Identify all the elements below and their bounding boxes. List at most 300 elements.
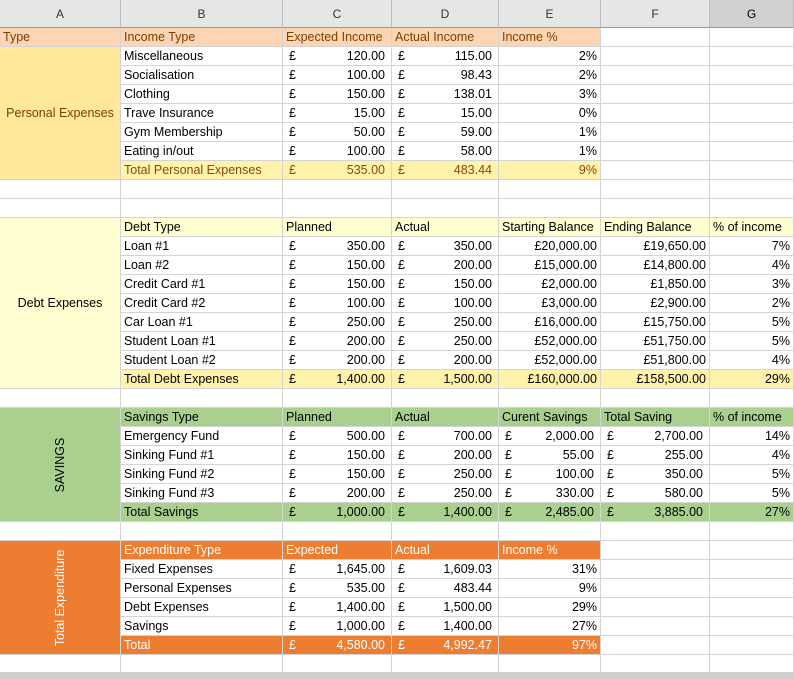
amount-value: 3,885.00	[654, 505, 703, 519]
cell-e9[interactable]	[499, 180, 601, 199]
cell-b23[interactable]: Sinking Fund #1	[121, 446, 283, 465]
amount-value: 2,485.00	[545, 505, 594, 519]
cell-f13[interactable]: £14,800.00	[601, 256, 710, 275]
currency-symbol: £	[607, 486, 614, 500]
cell-b21[interactable]: Savings Type	[121, 408, 283, 427]
cell-d21[interactable]: Actual	[392, 408, 499, 427]
cell-e16[interactable]: £16,000.00	[499, 313, 601, 332]
currency-symbol: £	[398, 49, 405, 63]
currency-symbol: £	[289, 467, 296, 481]
cell-d7[interactable]	[392, 142, 499, 161]
currency-symbol: £	[398, 277, 405, 291]
cell-f16[interactable]: £15,750.00	[601, 313, 710, 332]
cell-e24[interactable]	[499, 465, 601, 484]
cell-g23[interactable]: 4%	[710, 446, 794, 465]
cell-g12[interactable]: 7%	[710, 237, 794, 256]
cell-b25[interactable]: Sinking Fund #3	[121, 484, 283, 503]
cell-f26[interactable]	[601, 503, 710, 522]
amount-value: 4,992.47	[443, 638, 492, 652]
cell-b13[interactable]: Loan #2	[121, 256, 283, 275]
cell-b2[interactable]: Miscellaneous	[121, 47, 283, 66]
cell-e30[interactable]: 9%	[499, 579, 601, 598]
cell-d13[interactable]	[392, 256, 499, 275]
cell-d10[interactable]	[392, 199, 499, 218]
cell-g1[interactable]	[710, 28, 794, 47]
cell-e15[interactable]: £3,000.00	[499, 294, 601, 313]
cell-c1[interactable]: Expected Income	[283, 28, 392, 47]
cell-e5[interactable]: 0%	[499, 104, 601, 123]
cell-f3[interactable]	[601, 66, 710, 85]
cell-c2[interactable]	[283, 47, 392, 66]
cell-d26[interactable]	[392, 503, 499, 522]
currency-symbol: £	[398, 505, 405, 519]
currency-symbol: £	[398, 562, 405, 576]
cell-f6[interactable]	[601, 123, 710, 142]
cell-c29[interactable]	[283, 560, 392, 579]
cell-c18[interactable]	[283, 351, 392, 370]
cell-f11[interactable]: Ending Balance	[601, 218, 710, 237]
cell-e19[interactable]: £160,000.00	[499, 370, 601, 389]
cell-g20[interactable]	[710, 389, 794, 408]
amount-value: 1,000.00	[336, 619, 385, 633]
cell-d19[interactable]	[392, 370, 499, 389]
cell-g5[interactable]	[710, 104, 794, 123]
currency-symbol: £	[398, 106, 405, 120]
currency-symbol: £	[607, 467, 614, 481]
cell-d6[interactable]	[392, 123, 499, 142]
currency-symbol: £	[289, 619, 296, 633]
currency-symbol: £	[398, 239, 405, 253]
cell-b16[interactable]: Car Loan #1	[121, 313, 283, 332]
cell-d33[interactable]	[392, 636, 499, 655]
cell-d24[interactable]	[392, 465, 499, 484]
cell-e1[interactable]: Income %	[499, 28, 601, 47]
cell-f7[interactable]	[601, 142, 710, 161]
amount-value: 1,400.00	[336, 372, 385, 386]
cell-b22[interactable]: Emergency Fund	[121, 427, 283, 446]
cell-e25[interactable]	[499, 484, 601, 503]
cell-c23[interactable]	[283, 446, 392, 465]
cell-f33[interactable]	[601, 636, 710, 655]
cell-b4[interactable]: Clothing	[121, 85, 283, 104]
cell-e6[interactable]: 1%	[499, 123, 601, 142]
currency-symbol: £	[398, 258, 405, 272]
cell-f9[interactable]	[601, 180, 710, 199]
amount-value: 1,500.00	[443, 372, 492, 386]
cell-g18[interactable]: 4%	[710, 351, 794, 370]
cell-d1[interactable]: Actual Income	[392, 28, 499, 47]
cell-c14[interactable]	[283, 275, 392, 294]
currency-symbol: £	[398, 296, 405, 310]
cell-e17[interactable]: £52,000.00	[499, 332, 601, 351]
cell-f25[interactable]	[601, 484, 710, 503]
cell-e13[interactable]: £15,000.00	[499, 256, 601, 275]
currency-symbol: £	[289, 125, 296, 139]
cell-b11[interactable]: Debt Type	[121, 218, 283, 237]
cell-b8[interactable]: Total Personal Expenses	[121, 161, 283, 180]
cell-g33[interactable]	[710, 636, 794, 655]
cell-e12[interactable]: £20,000.00	[499, 237, 601, 256]
cell-f30[interactable]	[601, 579, 710, 598]
cell-b7[interactable]: Eating in/out	[121, 142, 283, 161]
currency-symbol: £	[398, 87, 405, 101]
currency-symbol: £	[398, 619, 405, 633]
currency-symbol: £	[289, 68, 296, 82]
cell-d2[interactable]	[392, 47, 499, 66]
cell-c17[interactable]	[283, 332, 392, 351]
amount-value: 250.00	[453, 334, 492, 348]
section-label-debt-expenses[interactable]	[0, 218, 121, 389]
amount-value: 1,400.00	[443, 505, 492, 519]
cell-c31[interactable]	[283, 598, 392, 617]
cell-d31[interactable]	[392, 598, 499, 617]
amount-value: 100.00	[555, 467, 594, 481]
cell-c20[interactable]	[283, 389, 392, 408]
cell-g13[interactable]: 4%	[710, 256, 794, 275]
cell-f8[interactable]	[601, 161, 710, 180]
cell-e14[interactable]: £2,000.00	[499, 275, 601, 294]
cell-g11[interactable]: % of income	[710, 218, 794, 237]
cell-d11[interactable]: Actual	[392, 218, 499, 237]
cell-e7[interactable]: 1%	[499, 142, 601, 161]
amount-value: 580.00	[664, 486, 703, 500]
cell-b19[interactable]: Total Debt Expenses	[121, 370, 283, 389]
cell-c12[interactable]	[283, 237, 392, 256]
cell-c25[interactable]	[283, 484, 392, 503]
cell-c8[interactable]	[283, 161, 392, 180]
cell-b33[interactable]: Total	[121, 636, 283, 655]
cell-g21[interactable]: % of income	[710, 408, 794, 427]
cell-f2[interactable]	[601, 47, 710, 66]
amount-value: 350.00	[664, 467, 703, 481]
cell-e22[interactable]	[499, 427, 601, 446]
currency-symbol: £	[289, 144, 296, 158]
cell-c10[interactable]	[283, 199, 392, 218]
amount-value: 98.43	[460, 68, 492, 82]
cell-e28[interactable]: Income %	[499, 541, 601, 560]
section-label-savings[interactable]	[0, 408, 121, 522]
cell-d5[interactable]	[392, 104, 499, 123]
cell-g2[interactable]	[710, 47, 794, 66]
horizontal-scrollbar[interactable]	[0, 672, 794, 679]
currency-symbol: £	[607, 429, 614, 443]
currency-symbol: £	[505, 505, 512, 519]
cell-b9[interactable]	[121, 180, 283, 199]
amount-value: 1,000.00	[336, 505, 385, 519]
cell-f5[interactable]	[601, 104, 710, 123]
cell-f12[interactable]: £19,650.00	[601, 237, 710, 256]
currency-symbol: £	[289, 106, 296, 120]
currency-symbol: £	[398, 68, 405, 82]
cell-b17[interactable]: Student Loan #1	[121, 332, 283, 351]
amount-value: 483.44	[453, 163, 492, 177]
currency-symbol: £	[607, 448, 614, 462]
cell-g17[interactable]: 5%	[710, 332, 794, 351]
cell-g27[interactable]	[710, 522, 794, 541]
cell-b24[interactable]: Sinking Fund #2	[121, 465, 283, 484]
cell-d29[interactable]	[392, 560, 499, 579]
amount-value: 150.00	[346, 467, 385, 481]
cell-f15[interactable]: £2,900.00	[601, 294, 710, 313]
cell-f31[interactable]	[601, 598, 710, 617]
amount-value: 150.00	[346, 448, 385, 462]
section-label-total-expenditure[interactable]	[0, 541, 121, 655]
cell-f24[interactable]	[601, 465, 710, 484]
cell-b31[interactable]: Debt Expenses	[121, 598, 283, 617]
cell-c21[interactable]: Planned	[283, 408, 392, 427]
cell-c24[interactable]	[283, 465, 392, 484]
column-header-f[interactable]: F	[601, 0, 710, 28]
cell-c13[interactable]	[283, 256, 392, 275]
cell-d17[interactable]	[392, 332, 499, 351]
currency-symbol: £	[398, 334, 405, 348]
cell-d30[interactable]	[392, 579, 499, 598]
amount-value: 330.00	[555, 486, 594, 500]
column-header-d[interactable]: D	[392, 0, 499, 28]
cell-c4[interactable]	[283, 85, 392, 104]
cell-g3[interactable]	[710, 66, 794, 85]
cell-e3[interactable]: 2%	[499, 66, 601, 85]
cell-c16[interactable]	[283, 313, 392, 332]
cell-g28[interactable]	[710, 541, 794, 560]
cell-f17[interactable]: £51,750.00	[601, 332, 710, 351]
amount-value: 700.00	[453, 429, 492, 443]
cell-g24[interactable]: 5%	[710, 465, 794, 484]
currency-symbol: £	[289, 258, 296, 272]
cell-f1[interactable]	[601, 28, 710, 47]
amount-value: 2,700.00	[654, 429, 703, 443]
cell-g30[interactable]	[710, 579, 794, 598]
cell-e11[interactable]: Starting Balance	[499, 218, 601, 237]
amount-value: 250.00	[346, 315, 385, 329]
cell-a9[interactable]	[0, 180, 121, 199]
cell-g9[interactable]	[710, 180, 794, 199]
cell-d4[interactable]	[392, 85, 499, 104]
cell-d22[interactable]	[392, 427, 499, 446]
cell-f22[interactable]	[601, 427, 710, 446]
currency-symbol: £	[398, 125, 405, 139]
column-header-a[interactable]: A	[0, 0, 121, 28]
cell-d23[interactable]	[392, 446, 499, 465]
cell-d25[interactable]	[392, 484, 499, 503]
cell-f32[interactable]	[601, 617, 710, 636]
amount-value: 1,645.00	[336, 562, 385, 576]
cell-b5[interactable]: Trave Insurance	[121, 104, 283, 123]
currency-symbol: £	[289, 277, 296, 291]
cell-c26[interactable]	[283, 503, 392, 522]
currency-symbol: £	[289, 372, 296, 386]
amount-value: 2,000.00	[545, 429, 594, 443]
amount-value: 255.00	[664, 448, 703, 462]
amount-value: 1,500.00	[443, 600, 492, 614]
cell-a27[interactable]	[0, 522, 121, 541]
currency-symbol: £	[505, 448, 512, 462]
currency-symbol: £	[289, 353, 296, 367]
cell-f21[interactable]: Total Saving	[601, 408, 710, 427]
cell-f29[interactable]	[601, 560, 710, 579]
cell-c6[interactable]	[283, 123, 392, 142]
cell-e27[interactable]	[499, 522, 601, 541]
cell-e31[interactable]: 29%	[499, 598, 601, 617]
currency-symbol: £	[398, 638, 405, 652]
cell-d3[interactable]	[392, 66, 499, 85]
currency-symbol: £	[289, 486, 296, 500]
cell-d28[interactable]: Actual	[392, 541, 499, 560]
cell-c3[interactable]	[283, 66, 392, 85]
currency-symbol: £	[505, 429, 512, 443]
cell-d12[interactable]	[392, 237, 499, 256]
amount-value: 50.00	[353, 125, 385, 139]
cell-e20[interactable]	[499, 389, 601, 408]
cell-e18[interactable]: £52,000.00	[499, 351, 601, 370]
cell-d16[interactable]	[392, 313, 499, 332]
currency-symbol: £	[289, 429, 296, 443]
cell-e23[interactable]	[499, 446, 601, 465]
cell-e4[interactable]: 3%	[499, 85, 601, 104]
cell-e33[interactable]: 97%	[499, 636, 601, 655]
cell-e21[interactable]: Curent Savings	[499, 408, 601, 427]
amount-value: 250.00	[453, 486, 492, 500]
currency-symbol: £	[398, 448, 405, 462]
cell-c33[interactable]	[283, 636, 392, 655]
cell-g4[interactable]	[710, 85, 794, 104]
cell-f28[interactable]	[601, 541, 710, 560]
cell-b20[interactable]	[121, 389, 283, 408]
cell-d14[interactable]	[392, 275, 499, 294]
cell-e26[interactable]	[499, 503, 601, 522]
cell-g19[interactable]: 29%	[710, 370, 794, 389]
cell-e10[interactable]	[499, 199, 601, 218]
currency-symbol: £	[289, 296, 296, 310]
cell-c11[interactable]: Planned	[283, 218, 392, 237]
cell-b6[interactable]: Gym Membership	[121, 123, 283, 142]
cell-g6[interactable]	[710, 123, 794, 142]
currency-symbol: £	[289, 505, 296, 519]
cell-b3[interactable]: Socialisation	[121, 66, 283, 85]
cell-e32[interactable]: 27%	[499, 617, 601, 636]
cell-c5[interactable]	[283, 104, 392, 123]
amount-value: 200.00	[453, 353, 492, 367]
amount-value: 138.01	[453, 87, 492, 101]
cell-b26[interactable]: Total Savings	[121, 503, 283, 522]
amount-value: 1,400.00	[443, 619, 492, 633]
amount-value: 483.44	[453, 581, 492, 595]
cell-c7[interactable]	[283, 142, 392, 161]
cell-g10[interactable]	[710, 199, 794, 218]
amount-value: 535.00	[346, 581, 385, 595]
cell-b10[interactable]	[121, 199, 283, 218]
cell-b18[interactable]: Student Loan #2	[121, 351, 283, 370]
amount-value: 200.00	[346, 486, 385, 500]
currency-symbol: £	[398, 600, 405, 614]
cell-g15[interactable]: 2%	[710, 294, 794, 313]
column-header-g[interactable]: G	[710, 0, 794, 28]
cell-d20[interactable]	[392, 389, 499, 408]
cell-e8[interactable]: 9%	[499, 161, 601, 180]
cell-d15[interactable]	[392, 294, 499, 313]
section-label-text: SAVINGS	[53, 437, 67, 492]
section-label-text: Debt Expenses	[17, 296, 103, 310]
cell-g22[interactable]: 14%	[710, 427, 794, 446]
amount-value: 100.00	[453, 296, 492, 310]
cell-b14[interactable]: Credit Card #1	[121, 275, 283, 294]
cell-g16[interactable]: 5%	[710, 313, 794, 332]
currency-symbol: £	[289, 581, 296, 595]
cell-c27[interactable]	[283, 522, 392, 541]
cell-b27[interactable]	[121, 522, 283, 541]
amount-value: 4,580.00	[336, 638, 385, 652]
section-label-personal-expenses[interactable]	[0, 47, 121, 180]
cell-d27[interactable]	[392, 522, 499, 541]
cell-c9[interactable]	[283, 180, 392, 199]
cell-c22[interactable]	[283, 427, 392, 446]
column-header-e[interactable]: E	[499, 0, 601, 28]
currency-symbol: £	[398, 372, 405, 386]
cell-g31[interactable]	[710, 598, 794, 617]
cell-g26[interactable]: 27%	[710, 503, 794, 522]
cell-g32[interactable]	[710, 617, 794, 636]
cell-g7[interactable]	[710, 142, 794, 161]
amount-value: 15.00	[353, 106, 385, 120]
cell-f18[interactable]: £51,800.00	[601, 351, 710, 370]
currency-symbol: £	[289, 87, 296, 101]
cell-d32[interactable]	[392, 617, 499, 636]
cell-b1[interactable]: Income Type	[121, 28, 283, 47]
currency-symbol: £	[398, 144, 405, 158]
amount-value: 120.00	[346, 49, 385, 63]
column-header-b[interactable]: B	[121, 0, 283, 28]
amount-value: 500.00	[346, 429, 385, 443]
amount-value: 1,609.03	[443, 562, 492, 576]
column-header-c[interactable]: C	[283, 0, 392, 28]
cell-f19[interactable]: £158,500.00	[601, 370, 710, 389]
cell-g29[interactable]	[710, 560, 794, 579]
cell-d8[interactable]	[392, 161, 499, 180]
amount-value: 150.00	[346, 277, 385, 291]
cell-e29[interactable]: 31%	[499, 560, 601, 579]
cell-a10[interactable]	[0, 199, 121, 218]
cell-b30[interactable]: Personal Expenses	[121, 579, 283, 598]
cell-a20[interactable]	[0, 389, 121, 408]
cell-c30[interactable]	[283, 579, 392, 598]
currency-symbol: £	[398, 429, 405, 443]
cell-f4[interactable]	[601, 85, 710, 104]
currency-symbol: £	[398, 163, 405, 177]
cell-e2[interactable]: 2%	[499, 47, 601, 66]
cell-a1[interactable]: Type	[0, 28, 121, 47]
cell-b28[interactable]: Expenditure Type	[121, 541, 283, 560]
cell-f20[interactable]	[601, 389, 710, 408]
cell-g25[interactable]: 5%	[710, 484, 794, 503]
cell-c32[interactable]	[283, 617, 392, 636]
cell-b12[interactable]: Loan #1	[121, 237, 283, 256]
cell-c28[interactable]: Expected	[283, 541, 392, 560]
cell-f27[interactable]	[601, 522, 710, 541]
cell-g14[interactable]: 3%	[710, 275, 794, 294]
cell-b32[interactable]: Savings	[121, 617, 283, 636]
cell-d9[interactable]	[392, 180, 499, 199]
cell-c15[interactable]	[283, 294, 392, 313]
cell-d18[interactable]	[392, 351, 499, 370]
cell-g8[interactable]	[710, 161, 794, 180]
cell-f14[interactable]: £1,850.00	[601, 275, 710, 294]
amount-value: 55.00	[562, 448, 594, 462]
cell-f10[interactable]	[601, 199, 710, 218]
cell-b15[interactable]: Credit Card #2	[121, 294, 283, 313]
cell-f23[interactable]	[601, 446, 710, 465]
cell-c19[interactable]	[283, 370, 392, 389]
cell-b29[interactable]: Fixed Expenses	[121, 560, 283, 579]
